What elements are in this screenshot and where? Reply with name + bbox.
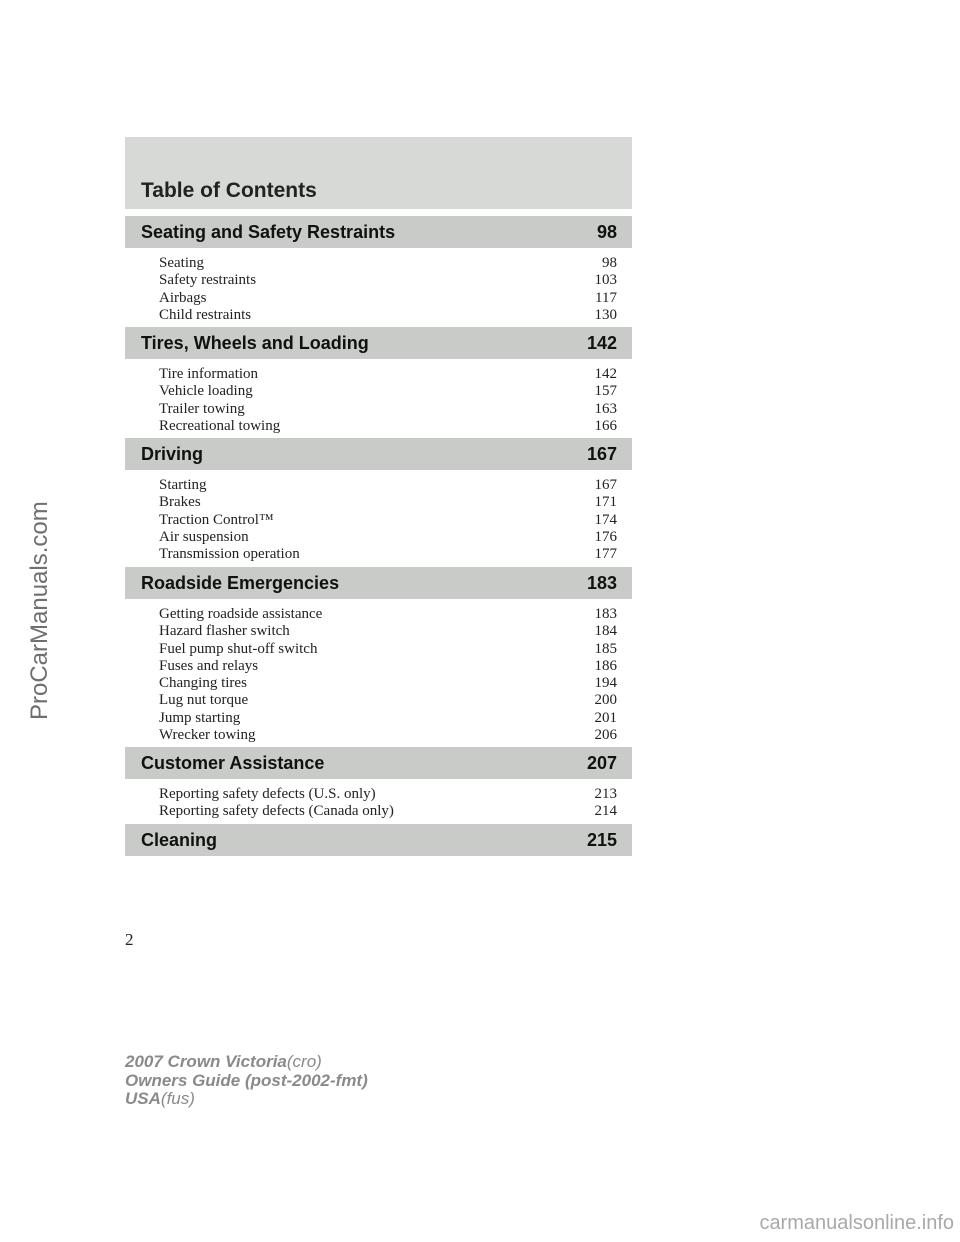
entry-page: 213 (594, 786, 617, 802)
toc-entry[interactable] (159, 255, 617, 272)
section-page: 142 (586, 333, 617, 353)
entry-label: Seating (159, 255, 204, 271)
document-footer (125, 1053, 368, 1109)
entry-label: Transmission operation (159, 546, 300, 563)
entry-label: Vehicle loading (159, 383, 253, 400)
entry-list-driving (159, 477, 617, 563)
entry-label: Fuses and relays (159, 657, 259, 674)
entry-page: 166 (594, 417, 617, 434)
entry-label: Recreational towing (159, 417, 281, 434)
section-page: 183 (586, 573, 617, 593)
entry-page: 200 (594, 692, 617, 709)
toc-entry[interactable] (159, 290, 617, 307)
entry-label: Jump starting (159, 709, 241, 726)
entry-page: 174 (594, 511, 617, 528)
entry-page: 201 (594, 709, 617, 726)
entry-page: 185 (594, 640, 617, 657)
footer-line-3 (125, 1090, 368, 1109)
section-label: Tires, Wheels and Loading (141, 333, 369, 353)
toc-entry[interactable] (159, 692, 617, 709)
section-header-cleaning[interactable] (125, 824, 632, 856)
toc-entry[interactable] (159, 727, 617, 744)
entry-page: 103 (594, 272, 617, 289)
footer-model: 2007 Crown Victoria (125, 1052, 287, 1071)
toc-entry[interactable] (159, 606, 617, 623)
section-label: Customer Assistance (141, 753, 325, 773)
entry-page: 176 (594, 528, 617, 545)
toc-entry[interactable] (159, 623, 617, 640)
entry-label: Hazard flasher switch (159, 623, 290, 640)
page-title: Table of Contents (141, 179, 317, 202)
entry-label: Trailer towing (159, 400, 245, 417)
toc-entry[interactable] (159, 658, 617, 675)
entry-list-tires (159, 366, 617, 435)
entry-label: Fuel pump shut-off switch (159, 640, 318, 657)
toc-entry[interactable] (159, 401, 617, 418)
section-label: Roadside Emergencies (141, 573, 340, 593)
section-label: Cleaning (141, 830, 218, 850)
toc-entry[interactable] (159, 529, 617, 546)
entry-label: Traction Control™ (159, 511, 274, 528)
toc-entry[interactable] (159, 512, 617, 529)
footer-line-1 (125, 1053, 368, 1072)
section-header-customer-assistance[interactable] (125, 747, 632, 779)
entry-label: Reporting safety defects (Canada only) (159, 803, 394, 820)
entry-label: Changing tires (159, 675, 247, 692)
entry-label: Starting (159, 477, 207, 493)
entry-page: 157 (594, 383, 617, 400)
section-header-tires[interactable] (125, 327, 632, 359)
toc-entry[interactable] (159, 307, 617, 324)
footer-model-code: (cro) (286, 1052, 322, 1071)
toc-entry[interactable] (159, 786, 617, 803)
entry-page: 214 (594, 803, 617, 820)
section-label: Driving (141, 444, 204, 464)
footer-market: USA (125, 1089, 161, 1108)
entry-page: 184 (594, 623, 617, 640)
entry-page: 177 (594, 546, 617, 563)
toc-entry[interactable] (159, 477, 617, 494)
toc-entry[interactable] (159, 383, 617, 400)
entry-label: Getting roadside assistance (159, 606, 323, 622)
corner-watermark: carmanualsonline.info (759, 1212, 954, 1234)
entry-label: Brakes (159, 494, 201, 511)
entry-page: 163 (594, 400, 617, 417)
entry-list-roadside (159, 606, 617, 744)
toc-entry[interactable] (159, 546, 617, 563)
entry-page: 142 (594, 366, 617, 382)
entry-page: 186 (594, 657, 617, 674)
entry-page: 98 (602, 255, 617, 271)
section-page: 167 (586, 444, 617, 464)
section-label: Seating and Safety Restraints (141, 222, 396, 242)
toc-entry[interactable] (159, 641, 617, 658)
page-number: 2 (125, 930, 134, 949)
toc-title-bar (125, 137, 632, 209)
entry-label: Safety restraints (159, 272, 257, 289)
side-watermark: ProCarManuals.com (26, 501, 53, 720)
toc-entry[interactable] (159, 418, 617, 435)
section-header-driving[interactable] (125, 438, 632, 470)
toc-entry[interactable] (159, 366, 617, 383)
section-page: 98 (596, 222, 617, 242)
footer-market-code: (fus) (160, 1089, 195, 1108)
entry-label: Reporting safety defects (U.S. only) (159, 786, 376, 802)
entry-list-seating (159, 255, 617, 324)
footer-guide: Owners Guide (post-2002-fmt) (125, 1070, 368, 1090)
entry-page: 194 (594, 675, 617, 692)
entry-page: 117 (595, 289, 617, 306)
toc-entry[interactable] (159, 803, 617, 820)
section-page: 207 (586, 753, 617, 773)
entry-label: Air suspension (159, 528, 249, 545)
toc-entry[interactable] (159, 494, 617, 511)
entry-label: Wrecker towing (159, 727, 256, 744)
entry-page: 130 (594, 306, 617, 323)
entry-label: Child restraints (159, 306, 252, 323)
section-page: 215 (586, 830, 617, 850)
toc-entry[interactable] (159, 272, 617, 289)
toc-entry[interactable] (159, 675, 617, 692)
section-header-roadside[interactable] (125, 567, 632, 599)
entry-page: 167 (594, 477, 617, 493)
toc-entry[interactable] (159, 710, 617, 727)
section-header-seating[interactable] (125, 216, 632, 248)
entry-label: Tire information (159, 366, 259, 382)
entry-label: Airbags (159, 289, 207, 306)
entry-page: 171 (594, 494, 617, 511)
entry-page: 206 (594, 727, 617, 744)
entry-list-customer-assistance (159, 786, 617, 821)
footer-line-2 (125, 1072, 368, 1091)
entry-page: 183 (594, 606, 617, 622)
entry-label: Lug nut torque (159, 692, 249, 709)
